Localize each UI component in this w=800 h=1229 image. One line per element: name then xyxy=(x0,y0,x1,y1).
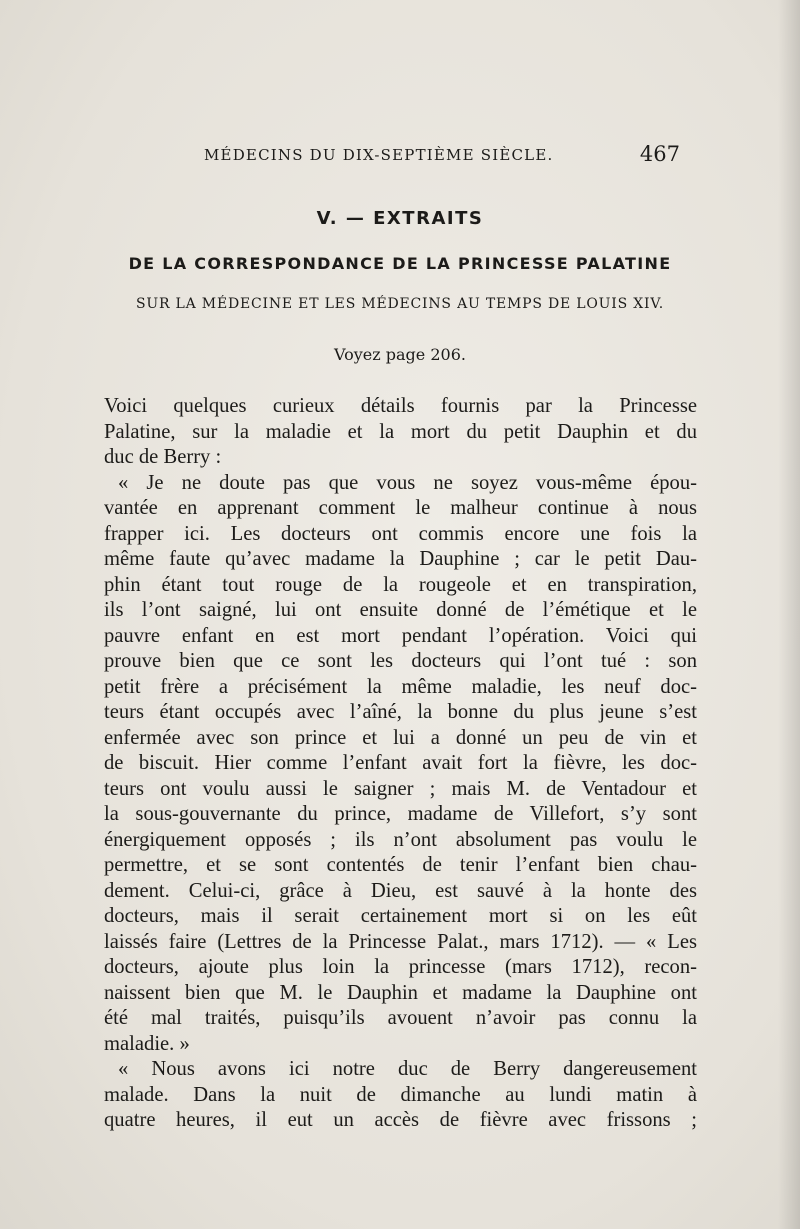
text-line: frapper ici. Les docteurs ont commis encore une fois la xyxy=(104,522,697,545)
text-line: prouve bien que ce sont les docteurs qui l’ont tué : son xyxy=(104,650,697,672)
text-line: été mal traités, puisqu’ils avouent n’avoir pas connu la xyxy=(104,1007,697,1029)
text-line: « Je ne doute pas que vous ne soyez vous-même épou- xyxy=(118,471,697,494)
text-line: Voici quelques curieux détails fournis par la Princesse xyxy=(104,395,697,417)
section-subject: SUR LA MÉDECINE ET LES MÉDECINS AU TEMPS DE LOUIS XIV. xyxy=(135,296,665,312)
text-line: enfermée avec son prince et lui a donné un peu de vin et xyxy=(104,726,697,749)
text-line: ils l’ont saigné, lui ont ensuite donné de l’émétique et le xyxy=(104,599,697,621)
text-line: pauvre enfant en est mort pendant l’opération. Voici qui xyxy=(104,624,697,647)
section-title: V. — EXTRAITS xyxy=(316,208,484,229)
text-line: dement. Celui-ci, grâce à Dieu, est sauvé à la honte des xyxy=(104,879,697,902)
section-subtitle: DE LA CORRESPONDANCE DE LA PRINCESSE PALATINE xyxy=(128,254,672,273)
page-edge-shadow xyxy=(778,0,800,1229)
text-line: docteurs, ajoute plus loin la princesse (mars 1712), recon- xyxy=(104,956,697,978)
text-line: vantée en apprenant comment le malheur continue à nous xyxy=(104,497,697,519)
text-line: naissent bien que M. le Dauphin et madame la Dauphine ont xyxy=(104,981,697,1004)
running-title: MÉDECINS DU DIX-SEPTIÈME SIÈCLE. xyxy=(204,146,554,164)
text-line: de biscuit. Hier comme l’enfant avait fort la fièvre, les doc- xyxy=(104,752,697,774)
text-line: « Nous avons ici notre duc de Berry dangereusement xyxy=(118,1058,697,1080)
running-head xyxy=(108,142,680,170)
text-line: Palatine, sur la maladie et la mort du petit Dauphin et du xyxy=(104,420,697,443)
page-number: 467 xyxy=(639,142,680,166)
text-line: la sous-gouvernante du prince, madame de Villefort, s’y sont xyxy=(104,803,697,825)
text-line: quatre heures, il eut un accès de fièvre avec frissons ; xyxy=(104,1109,697,1131)
text-line: énergiquement opposés ; ils n’ont absolument pas voulu le xyxy=(104,828,697,851)
text-line: phin étant tout rouge de la rougeole et en transpiration, xyxy=(104,573,697,596)
text-line: même faute qu’avec madame la Dauphine ; car le petit Dau- xyxy=(104,548,697,570)
text-line: permettre, et se sont contentés de tenir l’enfant bien chau- xyxy=(104,854,697,876)
text-line: laissés faire (Lettres de la Princesse Palat., mars 1712). — « Les xyxy=(104,930,697,953)
body-text xyxy=(104,394,697,1134)
text-line: malade. Dans la nuit de dimanche au lundi matin à xyxy=(104,1083,697,1106)
text-line: docteurs, mais il serait certainement mort si on les eût xyxy=(104,905,697,927)
page-reference: Voyez page 206. xyxy=(334,345,466,364)
text-line: maladie. » xyxy=(104,1032,190,1055)
text-line: petit frère a précisément la même maladie, les neuf doc- xyxy=(104,675,697,698)
text-line: duc de Berry : xyxy=(104,446,222,468)
text-line: teurs ont voulu aussi le saigner ; mais M. de Ventadour et xyxy=(104,777,697,800)
text-line: teurs étant occupés avec l’aîné, la bonne du plus jeune s’est xyxy=(104,701,697,723)
